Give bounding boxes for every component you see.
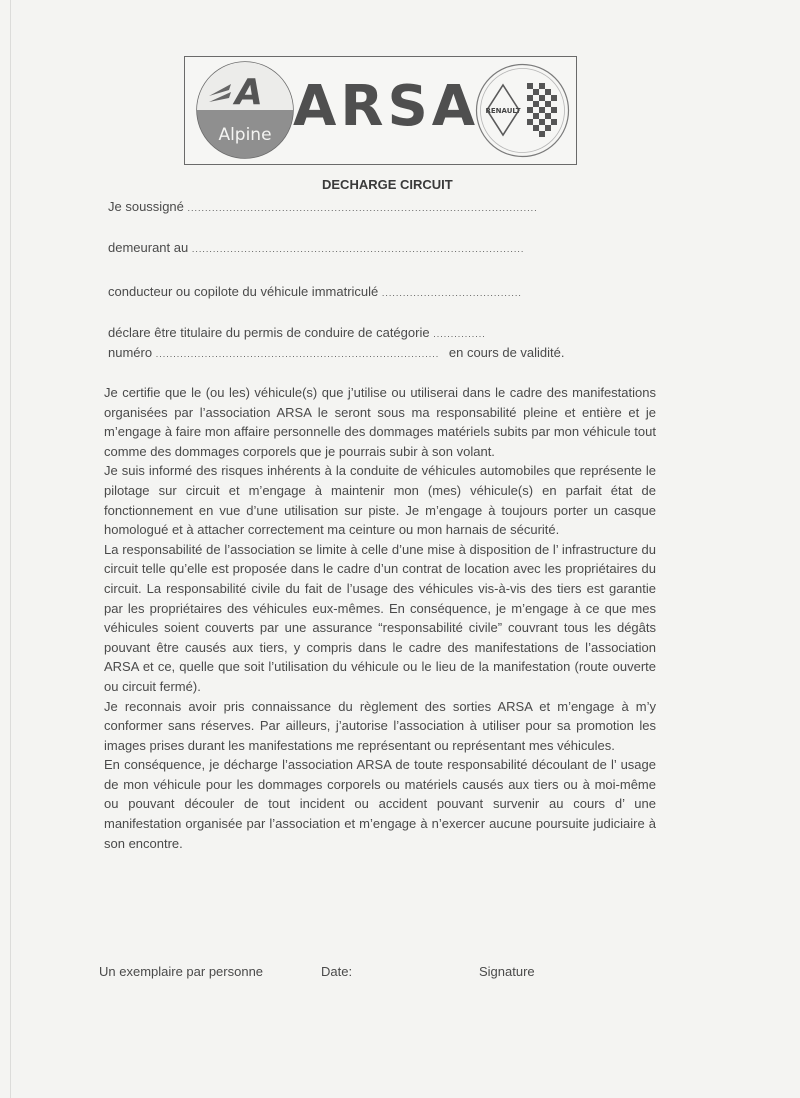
alpine-logo [195,60,295,160]
paragraph-certification: Je certifie que le (ou les) véhicule(s) que j’utilise ou utiliserai dans le cadre des manifestations organisées par l’association ARSA le seront sous ma responsabilité pleine et entière et je m’engage à faire mon affaire personnelle des dommages matériels subits par mon véhicule tout comme des dommages corporels que je pourrais subir à son volant. [104,385,656,459]
footer-signature[interactable]: Signature [479,964,535,979]
field-numero [108,345,565,360]
field-conducteur-label: conducteur ou copilote du véhicule immatriculé [108,284,379,299]
svg-text:A: A [235,72,263,113]
renault-logo [475,63,570,158]
field-numero-label: numéro [108,345,153,360]
field-permis-label: déclare être titulaire du permis de conduire de catégorie [108,325,430,340]
field-permis [108,325,486,340]
paragraph-reglement: Je reconnais avoir pris connaissance du règlement des sorties ARSA et m’engage à m’y conformer sans réserves. Par ailleurs, j’autorise l’association à utiliser pour sa promotion les images prises durant les manifestations me représentant ou représentant mes véhicules. [104,698,656,753]
header-banner [184,56,577,165]
renault-logo-text: RENAULT [485,107,521,115]
footer-date[interactable]: Date: [321,964,353,979]
document-title: DECHARGE CIRCUIT [322,177,453,192]
numero-blank[interactable]: ................................................................................. [155,349,440,359]
declaration-text [104,383,656,853]
field-soussigne-label: Je soussigné [108,199,184,214]
field-demeurant [108,240,524,255]
field-demeurant-label: demeurant au [108,240,189,255]
field-validite-label: en cours de validité. [448,345,565,360]
footer-exemplaire: Un exemplaire par personne [99,964,264,979]
page-edge [10,0,11,1098]
demeurant-blank[interactable]: ............................................................................................... [191,244,525,254]
alpine-logo-text: Alpine [218,125,272,145]
paragraph-risques: Je suis informé des risques inhérents à la conduite de véhicules automobiles que représente le pilotage sur circuit et m’engage à maintenir mon (mes) véhicule(s) en parfait état de fonctionnement en vue d’une utilisation sur piste. Je m’engage à toujours porter un casque homologué et à attacher correctement ma ceinture ou mon harnais de sécurité. [104,463,656,538]
categorie-blank[interactable]: ............... [433,329,486,339]
paragraph-responsabilite: La responsabilité de l’association se limite à celle d’une mise à disposition de l’ infrastructure du circuit telle qu’elle est proposée dans le cadre d’un contrat de location avec les propriétaires du circuit. La responsabilité civile du fait de l’usage des véhicules vis-à-vis des tiers est garantie par les propriétaires des véhicules eux-mêmes. En conséquence, je m’engage à ce que mes véhicules soient couverts par une assurance “responsabilité civile” couvrant tous les dégâts pouvant être causés aux tiers, y compris dans le cadre des manifestations de l’association ARSA et ce, quelle que soit l’utilisation du véhicule ou le lieu de la manifestation (route ouverte ou circuit fermé). [104,541,656,694]
immatriculation-blank[interactable]: ........................................ [381,288,522,298]
brand-name: ARSA [293,74,480,139]
paragraph-decharge: En conséquence, je décharge l’association ARSA de toute responsabilité découlant de l’ usage de mon véhicule pour les dommages corporels ou matériels causés aux tiers ou à moi-même ou pouvant découler de tout incident ou accident pouvant survenir au cours d’ une manifestation organisée par l’association et m’engage à n’exercer aucune poursuite judiciaire à son encontre. [104,757,656,851]
field-soussigne [108,199,538,214]
soussigne-blank[interactable]: .................................................................................................... [187,203,538,213]
field-conducteur [108,284,522,299]
